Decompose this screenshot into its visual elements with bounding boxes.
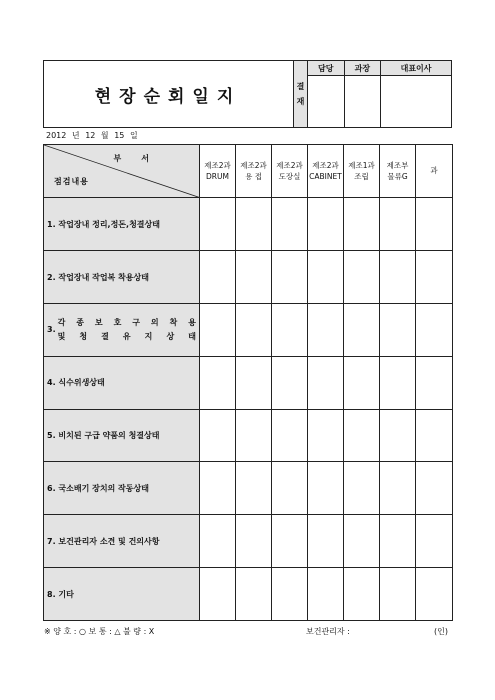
dept-line1: 제조부 (386, 160, 409, 170)
approval-role-staff: 담당 (308, 61, 345, 76)
check-cell[interactable] (416, 515, 453, 568)
footer-seal: (인) (434, 627, 448, 636)
check-cell[interactable] (236, 198, 272, 251)
check-cell[interactable] (272, 409, 308, 462)
inspection-item (44, 515, 200, 568)
inspection-item (44, 568, 200, 621)
dept-line2: 용 접 (245, 172, 262, 182)
page-title: 현장순회일지 (94, 86, 242, 107)
item-label: 7. 보건관리자 소견 및 건의사항 (47, 536, 160, 546)
date-year-unit: 년 (71, 131, 80, 140)
check-cell[interactable] (308, 198, 344, 251)
dept-header (308, 145, 344, 198)
check-cell[interactable] (272, 515, 308, 568)
check-cell[interactable] (380, 198, 416, 251)
dept-line2: 도장실 (278, 172, 301, 182)
date-line (46, 130, 138, 141)
check-cell[interactable] (308, 462, 344, 515)
check-cell[interactable] (344, 409, 380, 462)
check-cell[interactable] (272, 356, 308, 409)
dept-header (344, 145, 380, 198)
date-year: 2012 (46, 131, 67, 140)
table-row (44, 568, 453, 621)
approval-box (293, 60, 452, 128)
check-cell[interactable] (272, 251, 308, 304)
check-cell[interactable] (308, 515, 344, 568)
check-cell[interactable] (380, 409, 416, 462)
item-label: 2. 작업장내 작업복 착용상태 (47, 272, 149, 282)
item-label: 1. 작업장내 정리,정돈,청결상태 (47, 219, 160, 229)
dept-line1: 제조2과 (276, 160, 303, 170)
inspection-item (44, 462, 200, 515)
check-cell[interactable] (200, 356, 236, 409)
dept-line1: 제조2과 (312, 160, 339, 170)
item-label: 8. 기타 (47, 589, 74, 599)
check-cell[interactable] (344, 568, 380, 621)
date-month: 12 (85, 131, 96, 140)
item-label: 6. 국소배기 장치의 작동상태 (47, 483, 149, 493)
check-cell[interactable] (308, 251, 344, 304)
check-cell[interactable] (416, 409, 453, 462)
dept-line1: 제조1과 (348, 160, 375, 170)
check-cell[interactable] (416, 198, 453, 251)
inspection-item (44, 409, 200, 462)
inspection-item (44, 251, 200, 304)
corner-dept-label: 부서 (113, 154, 169, 163)
check-cell[interactable] (200, 198, 236, 251)
date-day-unit: 일 (129, 131, 138, 140)
corner-item-label: 점검내용 (54, 177, 89, 187)
check-cell[interactable] (344, 198, 380, 251)
check-cell[interactable] (236, 251, 272, 304)
check-cell[interactable] (236, 409, 272, 462)
date-month-unit: 월 (100, 131, 109, 140)
approval-sign-ceo[interactable] (381, 76, 452, 128)
check-cell[interactable] (380, 568, 416, 621)
table-row (44, 462, 453, 515)
table-row (44, 356, 453, 409)
check-cell[interactable] (236, 515, 272, 568)
approval-role-manager: 과장 (344, 61, 381, 76)
item-label: 4. 식수위생상태 (47, 378, 105, 388)
check-cell[interactable] (236, 568, 272, 621)
dept-header (416, 145, 453, 198)
inspection-item (44, 356, 200, 409)
check-cell[interactable] (380, 304, 416, 357)
check-cell[interactable] (380, 515, 416, 568)
dept-header (200, 145, 236, 198)
table-row (44, 409, 453, 462)
check-cell[interactable] (416, 568, 453, 621)
table-row (44, 515, 453, 568)
approval-sign-staff[interactable] (308, 76, 345, 128)
check-cell[interactable] (380, 462, 416, 515)
approval-role-ceo: 대표이사 (381, 61, 452, 76)
approval-side-char: 결 (296, 81, 305, 91)
dept-line2: CABINET (309, 172, 342, 182)
check-cell[interactable] (344, 356, 380, 409)
table-row (44, 251, 453, 304)
approval-side-char: 재 (296, 97, 305, 106)
item-line1: 각 종 보 호 구 의 착 용 (57, 317, 196, 327)
inspection-item (44, 198, 200, 251)
dept-line1: 과 (430, 166, 438, 176)
inspection-table (43, 144, 453, 621)
check-cell[interactable] (272, 198, 308, 251)
check-cell[interactable] (272, 568, 308, 621)
approval-sign-manager[interactable] (344, 76, 381, 128)
check-cell[interactable] (272, 304, 308, 357)
check-cell[interactable] (200, 304, 236, 357)
footer-manager-label: 보건관리자 : (306, 627, 350, 636)
check-cell[interactable] (380, 356, 416, 409)
dept-line2: 물류G (387, 172, 408, 182)
inspection-item (44, 304, 200, 357)
check-cell[interactable] (344, 304, 380, 357)
check-cell[interactable] (380, 251, 416, 304)
dept-line2: DRUM (206, 172, 229, 182)
corner-header (44, 145, 200, 198)
footer-legend: ※ 양 호 : ○ 보 통 : △ 불 량 : X (44, 627, 155, 636)
check-cell[interactable] (308, 409, 344, 462)
check-cell[interactable] (200, 409, 236, 462)
approval-side-label (294, 61, 308, 128)
item-line2: 및 청 결 유 지 상 태 (57, 331, 196, 341)
check-cell[interactable] (308, 356, 344, 409)
check-cell[interactable] (344, 515, 380, 568)
table-row (44, 198, 453, 251)
check-cell[interactable] (200, 515, 236, 568)
check-cell[interactable] (236, 356, 272, 409)
check-cell[interactable] (200, 251, 236, 304)
check-cell[interactable] (236, 462, 272, 515)
check-cell[interactable] (236, 304, 272, 357)
check-cell[interactable] (308, 568, 344, 621)
date-day: 15 (114, 131, 125, 140)
check-cell[interactable] (416, 304, 453, 357)
dept-line1: 제조2과 (204, 160, 231, 170)
item-number: 3. (47, 325, 56, 335)
check-cell[interactable] (344, 462, 380, 515)
dept-header (272, 145, 308, 198)
check-cell[interactable] (308, 304, 344, 357)
dept-line2: 조립 (354, 172, 369, 182)
check-cell[interactable] (272, 462, 308, 515)
check-cell[interactable] (200, 462, 236, 515)
item-label: 5. 비치된 구급 약품의 청결상태 (47, 431, 160, 441)
check-cell[interactable] (416, 462, 453, 515)
check-cell[interactable] (416, 251, 453, 304)
check-cell[interactable] (416, 356, 453, 409)
check-cell[interactable] (344, 251, 380, 304)
dept-line1: 제조2과 (240, 160, 267, 170)
dept-header (380, 145, 416, 198)
check-cell[interactable] (200, 568, 236, 621)
table-row (44, 304, 453, 357)
dept-header (236, 145, 272, 198)
